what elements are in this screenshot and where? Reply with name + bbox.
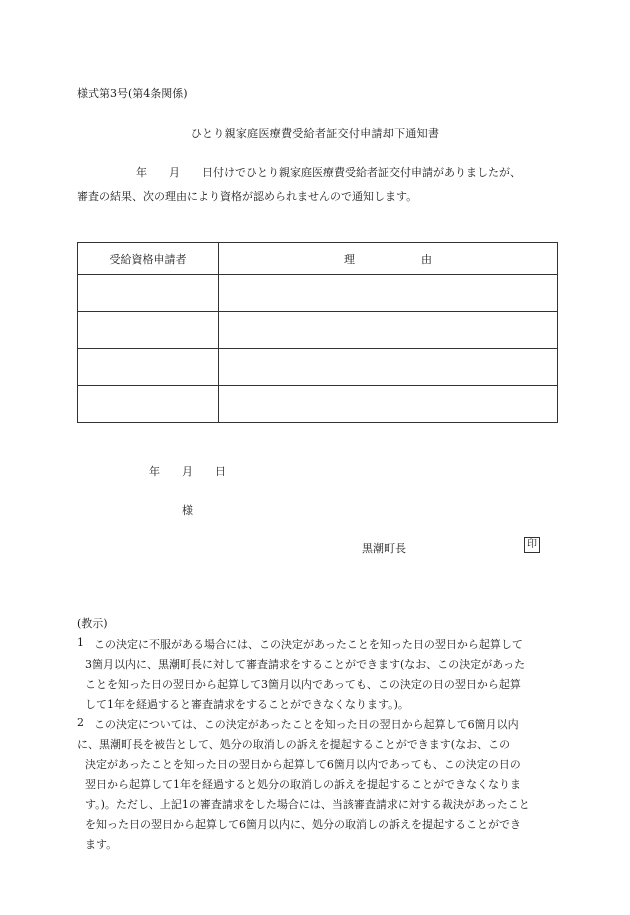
table-row [78,312,558,349]
recipient-suffix: 様 [182,504,193,517]
intro-line-1: 年 月 日付けでひとり親家庭医療費受給者証交付申請がありましたが、 [136,166,521,179]
applicant-cell[interactable] [78,275,219,312]
notice-heading: (教示) [77,617,108,630]
table-row [78,386,558,423]
notice-line: に、黒潮町長を被告として、処分の取消しの訴えを提起することができます(なお、この [77,738,511,751]
applicant-cell[interactable] [78,349,219,386]
notice-line: 翌日から起算して1年を経過すると処分の取消しの訴えを提起することができなくなりま [85,778,521,791]
issue-date-line: 年 月 日 [149,465,226,478]
notice-line: この決定については、この決定があったことを知った日の翌日から起算して6箇月以内 [94,718,519,731]
document-title: ひとり親家庭医療費受給者証交付申請却下通知書 [190,127,440,140]
notice-line: ます。 [85,838,118,851]
reason-cell[interactable] [219,386,558,423]
issuer-name: 黒潮町長 [362,542,406,555]
notice-line: して1年を経過すると審査請求をすることができなくなります。)。 [85,698,409,711]
table-header-row [78,243,558,275]
notice-line: この決定に不服がある場合には、この決定があったことを知った日の翌日から起算して [94,638,523,651]
notice-line: ことを知った日の翌日から起算して3箇月以内であっても、この決定の日の翌日から起算 [85,678,521,691]
rejection-table [77,242,558,423]
reason-cell[interactable] [219,312,558,349]
notice-number: 2 [77,716,84,729]
intro-line-2: 審査の結果、次の理由により資格が認められませんので通知します。 [77,190,418,203]
applicant-cell[interactable] [78,312,219,349]
reason-cell[interactable] [219,275,558,312]
notice-line: す。)。ただし、上記1の審査請求をした場合には、当該審査請求に対する裁決があったこと [85,798,530,811]
table-row [78,349,558,386]
notice-line: 3箇月以内に、黒潮町長に対して審査請求をすることができます(なお、この決定があった [85,658,526,671]
applicant-cell[interactable] [78,386,219,423]
seal-stamp: 印 [524,537,540,553]
notice-line: を知った日の翌日から起算して6箇月以内に、処分の取消しの訴えを提起することができ [85,818,521,831]
header-reason: 理 由 [219,243,558,275]
header-applicant: 受給資格申請者 [78,243,219,275]
reason-cell[interactable] [219,349,558,386]
notice-line: 決定があったことを知った日の翌日から起算して6箇月以内であっても、この決定の日の [85,758,521,771]
table-row [78,275,558,312]
form-number: 様式第3号(第4条関係) [77,87,188,100]
notice-number: 1 [77,636,84,649]
